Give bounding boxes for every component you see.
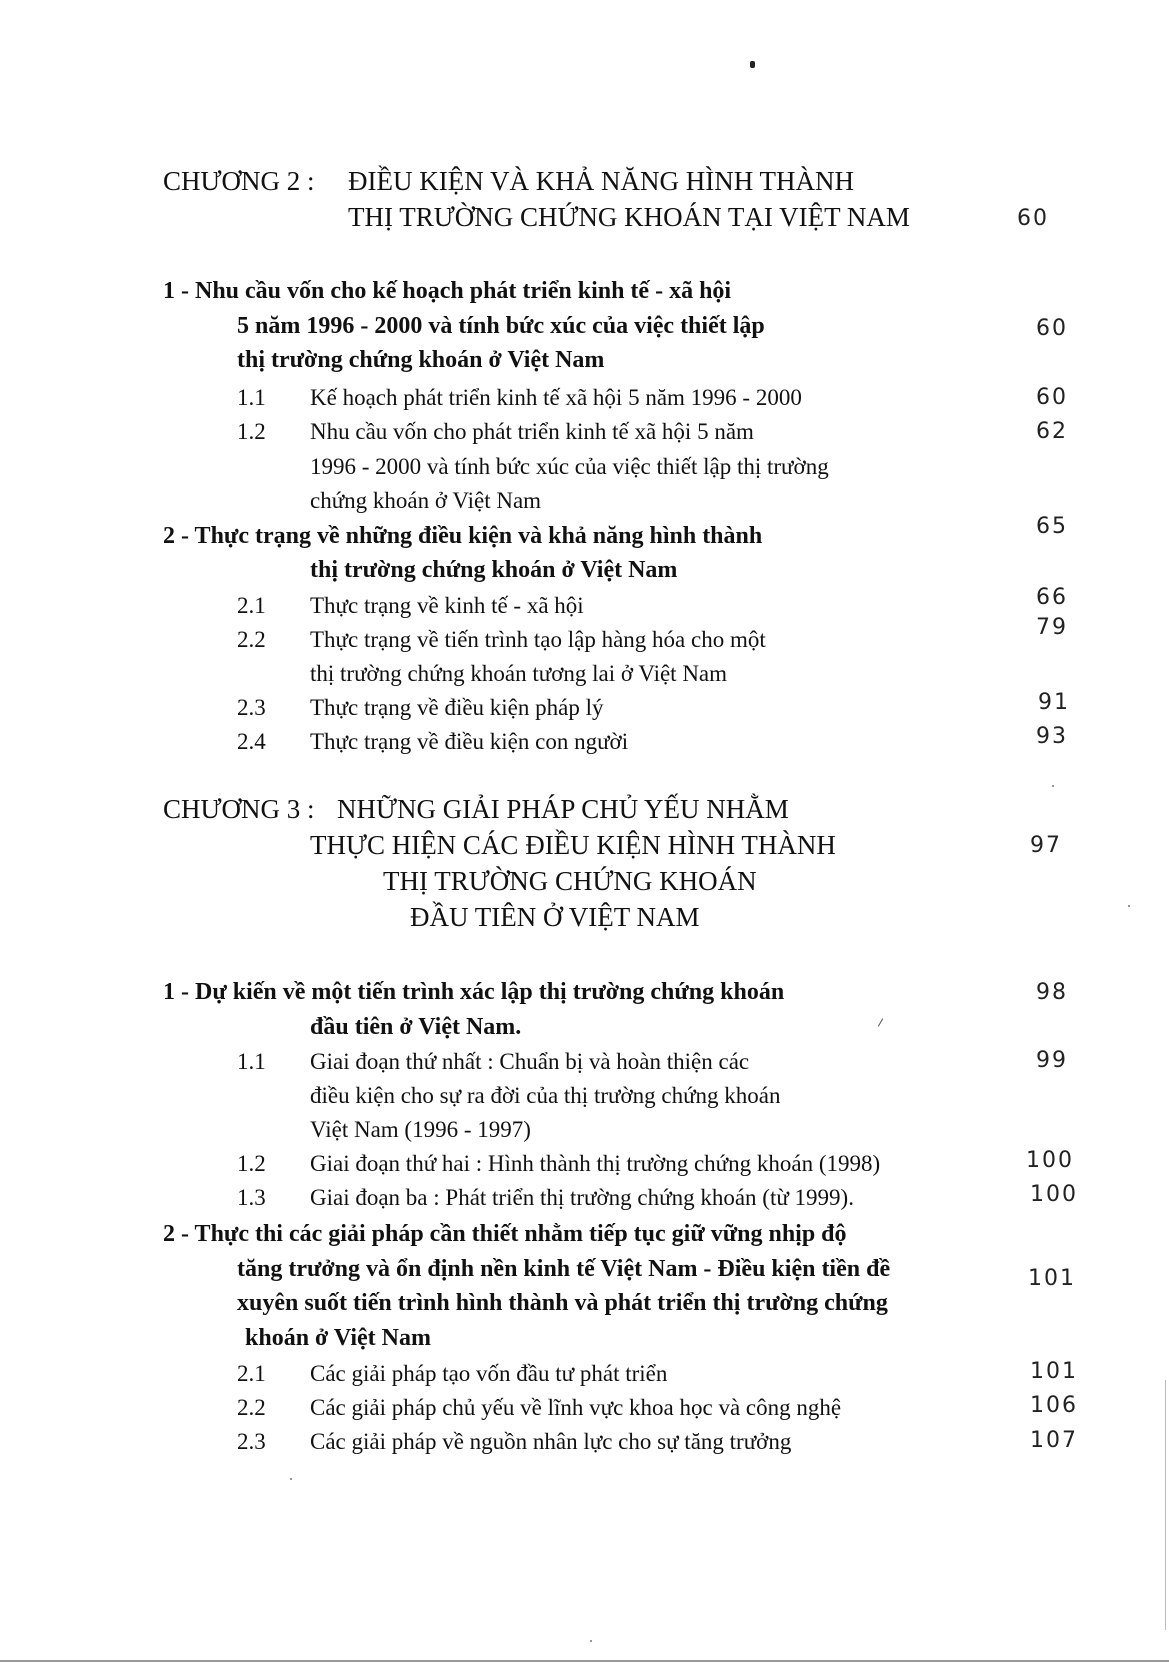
ch3-section-1-line-2: đầu tiên ở Việt Nam. <box>310 1014 522 1040</box>
ch3-item-1-1-title-line-1: Giai đoạn thứ nhất : Chuẩn bị và hoàn thiện các <box>310 1049 750 1074</box>
ch3-item-1-2-page-number: 100 <box>1026 1148 1074 1173</box>
chapter-2-label: CHƯƠNG 2 : <box>163 166 315 196</box>
ch2-item-1-2-number: 1.2 <box>237 419 266 444</box>
ch2-section-2-line-1: 2 - Thực trạng về những điều kiện và khả năng hình thành <box>163 523 763 549</box>
ch2-section-1-line-2: 5 năm 1996 - 2000 và tính bức xúc của việc thiết lập <box>237 313 765 339</box>
ch2-section-1-line-1: 1 - Nhu cầu vốn cho kế hoạch phát triển kinh tế - xã hội <box>163 278 732 304</box>
ch2-section-1-page-number: 60 <box>1036 316 1068 341</box>
ch2-item-2-4-title: Thực trạng về điều kiện con người <box>310 729 629 754</box>
pencil-mark <box>878 1018 883 1026</box>
chapter-3-title-line-3: THỊ TRƯỜNG CHỨNG KHOÁN <box>383 866 757 896</box>
ch3-item-1-1-title-line-2: điều kiện cho sự ra đời của thị trường chứng khoán <box>310 1083 781 1108</box>
scan-edge-line <box>1165 1380 1166 1630</box>
ch3-item-2-1-title: Các giải pháp tạo vốn đầu tư phát triển <box>310 1361 668 1386</box>
scan-speck <box>1128 905 1130 907</box>
ch2-item-2-4-page-number: 93 <box>1036 724 1068 749</box>
ch3-item-1-3-title: Giai đoạn ba : Phát triển thị trường chứng khoán (từ 1999). <box>310 1185 854 1210</box>
ch2-item-2-3-page-number: 91 <box>1038 690 1070 715</box>
ch3-section-2-line-4: khoán ở Việt Nam <box>245 1325 431 1351</box>
ch3-item-2-2-title: Các giải pháp chủ yếu về lĩnh vực khoa học và công nghệ <box>310 1395 842 1420</box>
ch3-item-1-3-number: 1.3 <box>237 1185 266 1210</box>
ch3-item-2-3-number: 2.3 <box>237 1429 266 1454</box>
ink-dot <box>750 61 755 68</box>
ch3-item-2-3-title: Các giải pháp về nguồn nhân lực cho sự tăng trưởng <box>310 1429 792 1454</box>
ch3-item-2-1-number: 2.1 <box>237 1361 266 1386</box>
ch2-item-2-3-number: 2.3 <box>237 695 266 720</box>
ch2-item-2-3-title: Thực trạng về điều kiện pháp lý <box>310 695 604 720</box>
chapter-3-title-line-4: ĐẦU TIÊN Ở VIỆT NAM <box>410 902 700 932</box>
chapter-2-title-line-2: THỊ TRƯỜNG CHỨNG KHOÁN TẠI VIỆT NAM <box>348 202 910 232</box>
ch3-item-2-3-page-number: 107 <box>1030 1428 1078 1453</box>
ch3-item-1-1-number: 1.1 <box>237 1049 266 1074</box>
ch2-section-2-line-2: thị trường chứng khoán ở Việt Nam <box>310 557 678 583</box>
ch2-item-1-2-page-number: 62 <box>1036 419 1068 444</box>
ch3-section-2-page-number: 101 <box>1028 1266 1076 1291</box>
ch2-item-1-1-page-number: 60 <box>1036 385 1068 410</box>
ch2-item-2-2-page-number: 79 <box>1036 615 1068 640</box>
ch2-item-1-2-title-line-2: 1996 - 2000 và tính bức xúc của việc thiết lập thị trường <box>310 454 829 479</box>
ch3-section-2-line-3: xuyên suốt tiến trình hình thành và phát triển thị trường chứng <box>237 1290 888 1316</box>
ch3-item-1-1-title-line-3: Việt Nam (1996 - 1997) <box>310 1117 531 1142</box>
chapter-2-page-number: 60 <box>1017 206 1049 231</box>
ch2-item-2-1-number: 2.1 <box>237 593 266 618</box>
ch3-section-1-line-1: 1 - Dự kiến về một tiến trình xác lập thị trường chứng khoán <box>163 979 785 1005</box>
ch2-item-1-1-number: 1.1 <box>237 385 266 410</box>
ch3-section-2-line-1: 2 - Thực thi các giải pháp cần thiết nhằm tiếp tục giữ vững nhịp độ <box>163 1221 847 1247</box>
ch2-item-1-2-title-line-3: chứng khoán ở Việt Nam <box>310 488 542 513</box>
ch3-section-2-line-2: tăng trưởng và ổn định nền kinh tế Việt Nam - Điều kiện tiền đề <box>237 1256 891 1282</box>
ch2-item-2-2-title-line-1: Thực trạng về tiến trình tạo lập hàng hóa cho một <box>310 627 766 652</box>
ch3-item-2-1-page-number: 101 <box>1030 1359 1078 1384</box>
ch3-section-1-page-number: 98 <box>1036 980 1068 1005</box>
ch2-item-2-4-number: 2.4 <box>237 729 266 754</box>
ch2-item-1-1-title: Kế hoạch phát triển kinh tế xã hội 5 năm 1996 - 2000 <box>310 385 802 410</box>
ch3-item-1-3-page-number: 100 <box>1030 1182 1078 1207</box>
ch3-item-2-2-number: 2.2 <box>237 1395 266 1420</box>
ch2-item-2-2-title-line-2: thị trường chứng khoán tương lai ở Việt Nam <box>310 661 728 686</box>
chapter-3-title-line-1: NHỮNG GIẢI PHÁP CHỦ YẾU NHẰM <box>337 794 789 824</box>
scan-speck <box>290 1478 292 1480</box>
chapter-3-title-line-2: THỰC HIỆN CÁC ĐIỀU KIỆN HÌNH THÀNH <box>310 830 836 860</box>
chapter-2-title-line-1: ĐIỀU KIỆN VÀ KHẢ NĂNG HÌNH THÀNH <box>348 166 854 196</box>
scan-speck <box>590 1640 592 1642</box>
ch3-item-1-1-page-number: 99 <box>1036 1048 1068 1073</box>
ch3-item-1-2-number: 1.2 <box>237 1151 266 1176</box>
ch2-item-2-1-page-number: 66 <box>1036 585 1068 610</box>
ch2-section-1-line-3: thị trường chứng khoán ở Việt Nam <box>237 347 605 373</box>
chapter-3-label: CHƯƠNG 3 : <box>163 794 315 824</box>
ch2-item-2-2-number: 2.2 <box>237 627 266 652</box>
ch2-item-1-2-title-line-1: Nhu cầu vốn cho phát triển kinh tế xã hội 5 năm <box>310 419 754 444</box>
chapter-3-page-number: 97 <box>1030 833 1062 858</box>
ch3-item-1-2-title: Giai đoạn thứ hai : Hình thành thị trường chứng khoán (1998) <box>310 1151 881 1176</box>
scan-speck <box>1052 785 1054 787</box>
ch2-item-2-1-title: Thực trạng về kinh tế - xã hội <box>310 593 584 618</box>
ch2-section-2-page-number: 65 <box>1036 514 1068 539</box>
scan-bottom-edge <box>0 1660 1169 1662</box>
ch3-item-2-2-page-number: 106 <box>1030 1393 1078 1418</box>
